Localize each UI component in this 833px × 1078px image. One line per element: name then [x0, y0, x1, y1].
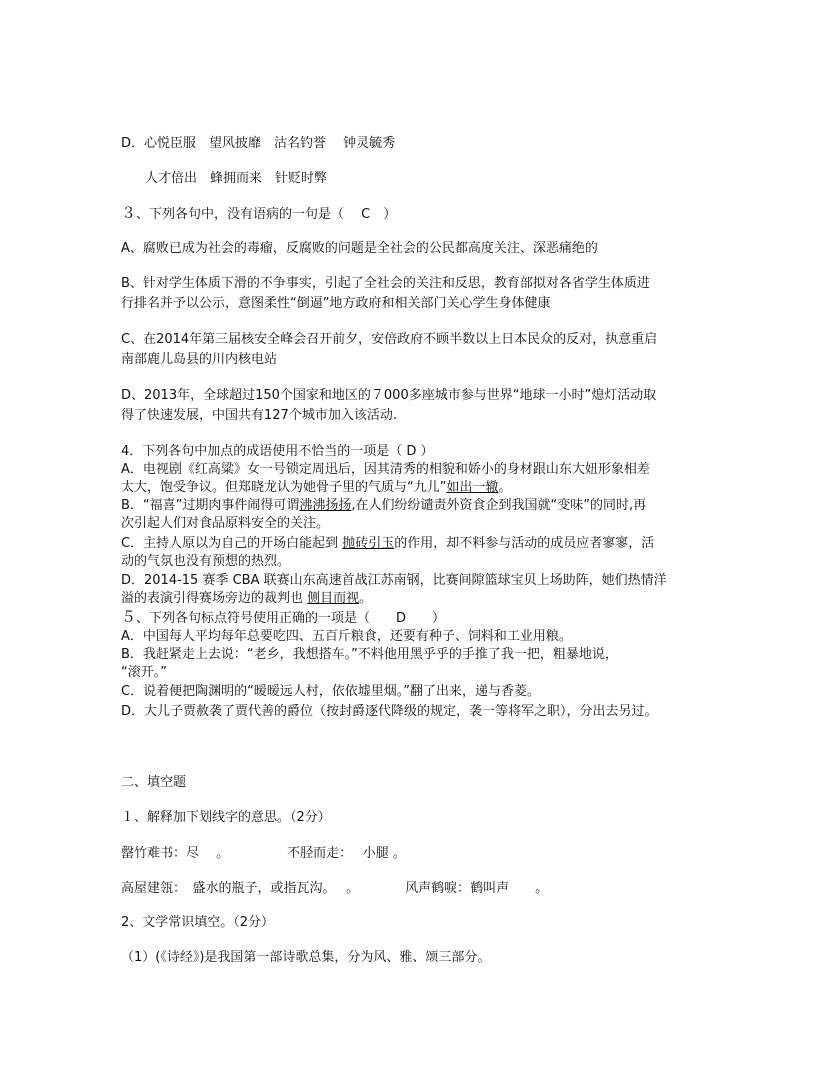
q4-d2-end: 。 — [359, 591, 373, 606]
fill-q1-item-4: 风声鹤唳：鹤叫声 。 — [405, 881, 549, 896]
q3-option-d-line2: 得了快速发展，中国共有127个城市加入该活动. — [121, 408, 397, 423]
q5-option-c: C．说着便把陶渊明的“暧暧远人村，依依墟里烟。”翻了出来，递与香菱。 — [121, 684, 541, 699]
q4-option-b-line1 — [121, 497, 646, 515]
q4-option-d-line1: D．2014-15 赛季 CBA 联赛山东高速首战江苏南钢，比赛间隙篮球宝贝上场助阵，她们热情洋 — [121, 573, 667, 588]
q5-option-d: D．大儿子贾赦袭了贾代善的爵位（按封爵逐代降级的规定，袭一等将军之职），分出去另过。 — [121, 704, 658, 719]
fill-q1-item-1: 罄竹难书：尽 。 — [121, 846, 230, 861]
q4-option-c-line1 — [121, 535, 654, 553]
q3-option-b-line2: 行排名并予以公示，意图柔性“倒逼”地方政府和相关部门关心学生身体健康 — [121, 296, 551, 311]
section-2-title: 二、填空题 — [121, 775, 187, 790]
q3-stem-text: 、下列各句中，没有语病的一句是（ C ） — [136, 207, 397, 222]
q4-a2-end: 。 — [498, 480, 512, 495]
q4-stem: 4．下列各句中加点的成语使用不恰当的一项是（ D ） — [121, 444, 434, 459]
q2-option-d-line1: D．心悦臣服 望风披靡 沽名钓誉 钟灵毓秀 — [121, 136, 396, 151]
q3-option-c-line1: C、在2014年第三届核安全峰会召开前夕，安倍政府不顾半数以上日本民众的反对，执意重启 — [121, 332, 658, 347]
fill-q1-item-2: 不胫而走： 小腿 。 — [287, 846, 406, 861]
fill-q1-line1 — [121, 845, 406, 863]
fill-q2-item-1: （1）(《诗经》)是我国第一部诗歌总集，分为风、雅、颂三部分。 — [121, 950, 491, 965]
idiom-underlined: 侧目而视 — [307, 591, 360, 606]
q4-b1-text: B．“福喜”过期肉事件闹得可谓 — [121, 498, 300, 513]
q3-option-d-line1: D、2013年，全球超过150个国家和地区的７000多座城市参与世界“地球一小时”熄灯活动取 — [121, 388, 657, 403]
q4-option-d-line2 — [121, 590, 372, 608]
q4-option-b-line2: 次引起人们对食品原料安全的关注。 — [121, 516, 330, 531]
q3-option-a: A、腐败已成为社会的毒瘤，反腐败的问题是全社会的公民都高度关注、深恶痛绝的 — [121, 241, 598, 256]
fill-q1-item-3: 高屋建瓴： 盛水的瓶子，或指瓦沟。 。 — [121, 881, 360, 896]
q5-option-a: A．中国每人平均每年总要吃四、五百斤粮食，还要有种子、饲料和工业用粮。 — [121, 629, 572, 644]
q4-c1-text: C．主持人原以为自己的开场白能起到 — [121, 536, 343, 551]
q4-option-a-line1: A．电视剧《红高粱》女一号锁定周迅后，因其清秀的相貌和娇小的身材跟山东大妞形象相差 — [121, 462, 650, 477]
fill-q1-line2 — [121, 880, 548, 898]
q4-c1-end: 的作用，却不料参与活动的成员应者寥寥，活 — [394, 536, 655, 551]
q5-stem — [121, 608, 445, 628]
q3-option-c-line2: 南部鹿儿岛县的川内核电站 — [121, 352, 278, 367]
q2-option-d-line2: 人才倍出 蜂拥而来 针贬时弊 — [145, 171, 328, 186]
q5-option-b-line1: B．我赶紧走上去说：“老乡，我想搭车。”不料他用黑乎乎的手推了我一把，粗暴地说， — [121, 647, 618, 662]
q4-b1-end: ,在人们纷纷谴责外资食企到我国就“变味”的同时,再 — [351, 498, 647, 513]
q4-option-c-line2: 动的气氛也没有预想的热烈。 — [121, 554, 291, 569]
q3-stem — [121, 204, 396, 224]
q5-number: ５ — [121, 608, 137, 626]
q4-a2-text: 太大，饱受争议。但郑晓龙认为她骨子里的气质与“九儿” — [121, 480, 447, 495]
fill-q2-stem: 2、文学常识填空。（2分） — [121, 915, 275, 930]
q3-number: ３ — [121, 204, 137, 222]
idiom-underlined: 如出一辙 — [446, 480, 499, 495]
q5-option-b-line2: “滚开。” — [121, 665, 167, 680]
idiom-underlined: 抛砖引玉 — [342, 536, 395, 551]
fill-q1-stem: １、解释加下划线字的意思。（2分） — [121, 810, 331, 825]
q3-option-b-line1: B、针对学生体质下滑的不争事实，引起了全社会的关注和反思，教育部拟对各省学生体质进 — [121, 276, 650, 291]
idiom-underlined: 沸沸扬扬 — [299, 498, 352, 513]
q4-option-a-line2 — [121, 479, 512, 497]
q5-stem-text: 、下列各句标点符号使用正确的一项是（ D ） — [136, 611, 446, 626]
q4-d2-text: 溢的表演引得赛场旁边的裁判也 — [121, 591, 308, 606]
